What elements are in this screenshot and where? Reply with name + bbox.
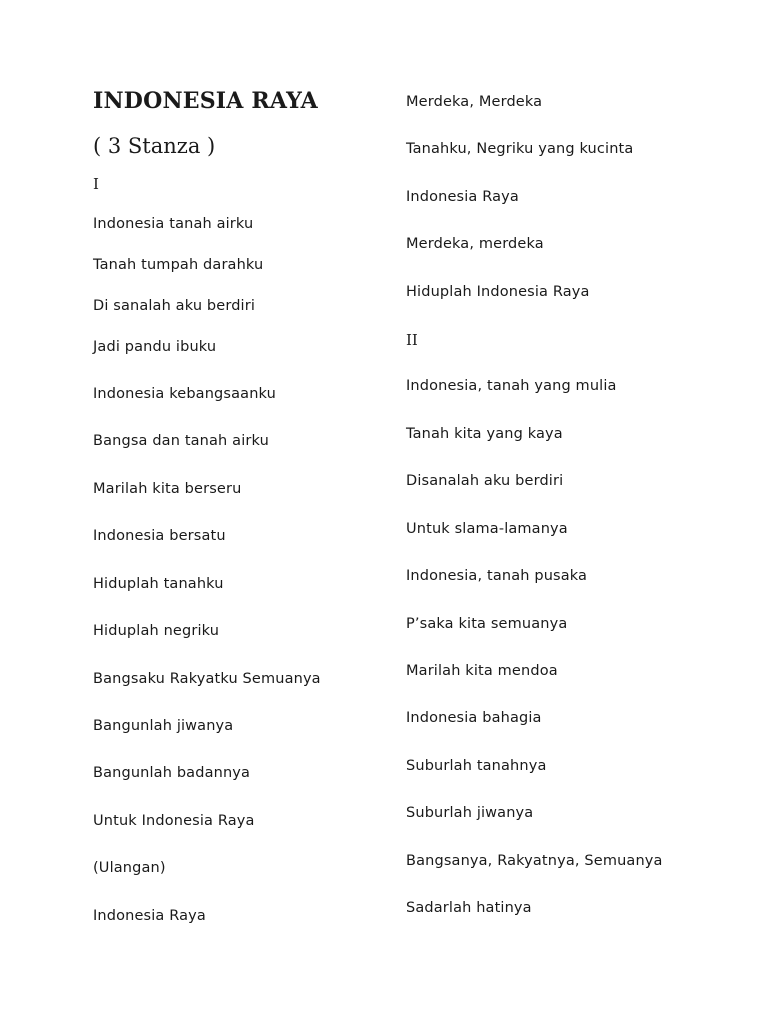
lyric-line: Tanah tumpah darahku bbox=[93, 257, 264, 273]
lyric-line: Bangsanya, Rakyatnya, Semuanya bbox=[406, 853, 663, 869]
lyric-line: Indonesia tanah airku bbox=[93, 216, 254, 232]
lyric-line: Indonesia, tanah yang mulia bbox=[406, 378, 617, 394]
lyric-line: Bangsaku Rakyatku Semuanya bbox=[93, 671, 321, 687]
lyric-line: Suburlah jiwanya bbox=[406, 805, 534, 821]
page-subtitle: ( 3 Stanza ) bbox=[93, 134, 216, 158]
lyric-line: Sadarlah hatinya bbox=[406, 900, 532, 916]
lyric-line: Marilah kita berseru bbox=[93, 481, 242, 497]
lyric-line: Di sanalah aku berdiri bbox=[93, 298, 256, 314]
lyric-line: Suburlah tanahnya bbox=[406, 758, 547, 774]
lyric-line: Untuk slama-lamanya bbox=[406, 521, 568, 537]
lyric-line: Jadi pandu ibuku bbox=[93, 339, 217, 355]
refrain-line: Hiduplah Indonesia Raya bbox=[406, 284, 590, 300]
lyric-line: Indonesia kebangsaanku bbox=[93, 386, 276, 402]
refrain-line: Merdeka, Merdeka bbox=[406, 94, 543, 110]
stanza-1-label: I bbox=[93, 175, 99, 193]
lyric-line: Tanah kita yang kaya bbox=[406, 426, 563, 442]
lyric-line: P’saka kita semuanya bbox=[406, 616, 568, 632]
lyric-line: Bangsa dan tanah airku bbox=[93, 433, 269, 449]
page-title: INDONESIA RAYA bbox=[93, 88, 318, 114]
lyric-line: Indonesia bersatu bbox=[93, 528, 226, 544]
refrain-line: Merdeka, merdeka bbox=[406, 236, 544, 252]
lyric-line: Hiduplah negriku bbox=[93, 623, 220, 639]
refrain-line: Indonesia Raya bbox=[406, 189, 519, 205]
lyric-line: Bangunlah jiwanya bbox=[93, 718, 234, 734]
lyric-line: Disanalah aku berdiri bbox=[406, 473, 564, 489]
lyric-line: Hiduplah tanahku bbox=[93, 576, 224, 592]
refrain-line: Tanahku, Negriku yang kucinta bbox=[406, 141, 634, 157]
lyric-line: Indonesia Raya bbox=[93, 908, 206, 924]
stanza-2-label: II bbox=[406, 331, 418, 349]
lyric-line: Indonesia bahagia bbox=[406, 710, 542, 726]
lyric-line: Untuk Indonesia Raya bbox=[93, 813, 255, 829]
lyric-line: Indonesia, tanah pusaka bbox=[406, 568, 588, 584]
lyric-line: Marilah kita mendoa bbox=[406, 663, 558, 679]
lyric-line: Bangunlah badannya bbox=[93, 765, 251, 781]
lyric-line: (Ulangan) bbox=[93, 860, 166, 876]
